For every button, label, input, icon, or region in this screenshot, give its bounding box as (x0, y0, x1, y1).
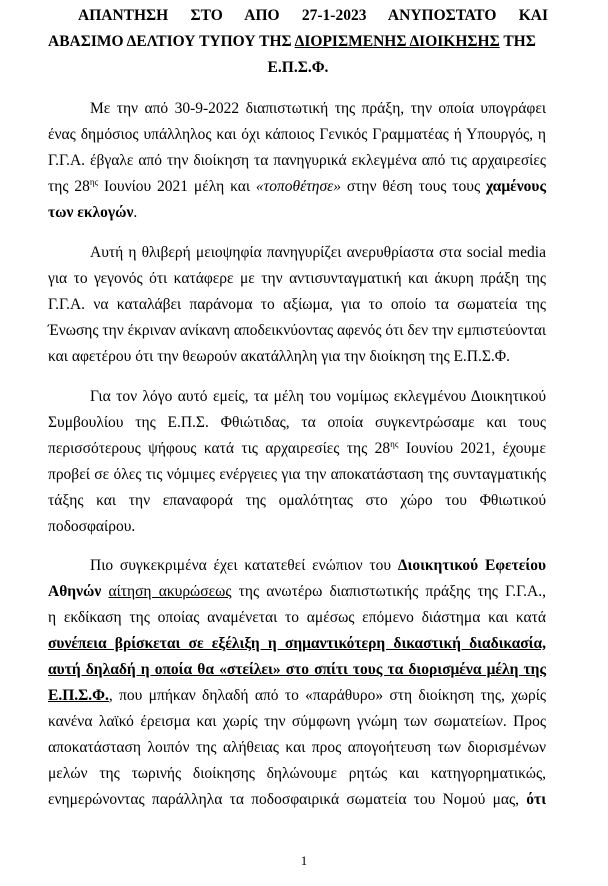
text-line: Συμβουλίου της Ε.Π.Σ. Φθιώτιδας, τα οποία συγκεντρώσαμε και τους (48, 414, 546, 431)
text-line: μελών της τωρινής διοίκησης δηλώνουμε ρητώς και κατηγορηματικώς, (48, 765, 546, 782)
text-line: η εκδίκαση της οποίας αναμένεται το αμέσως επόμενο διάστημα και κατά (48, 609, 546, 626)
bold-underlined-text: συνέπεια βρίσκεται σε εξέλιξη η σημαντικότερη δικαστική διαδικασία, (48, 635, 546, 652)
text-line: και αφετέρου ότι την θεωρούν ακατάλληλη για την διοίκηση της Ε.Π.Σ.Φ. (48, 348, 510, 365)
text-line: Πιο συγκεκριμένα έχει κατατεθεί ενώπιον του Διοικητικού Εφετείου (90, 557, 546, 574)
text-line (48, 631, 546, 657)
paragraph-2 (48, 240, 546, 370)
text-line: για το γεγονός ότι κατάφερε με την αντισυνταγματική και άκυρη πράξη της (48, 270, 546, 287)
paragraph-4 (48, 553, 546, 813)
bold-text: των εκλογών (48, 204, 134, 221)
text-line: Γ.Γ.Α. να καταλάβει παράνομα το αξίωμα, για το οποίο τα σωματεία της (48, 296, 546, 313)
italic-text: «τοποθέτησε» (255, 178, 341, 195)
text-line: περισσότερους ψήφους κατά τις αρχαιρεσίες της $28^{\eta\varsigma}$ Ιουνίου 2021, έχουμε (48, 438, 546, 457)
text-line: τάξης και την επαναφορά της ομαλότητας στο χώρο του Φθιωτικού (48, 492, 546, 509)
bold-text: ότι (526, 791, 546, 808)
bold-underlined-text: αυτή δηλαδή η οποία θα «στείλει» στο σπίτι τους τα διορισμένα μέλη της (48, 661, 546, 678)
text-line: Αυτή η θλιβερή μειοψηφία πανηγυρίζει ανερυθρίαστα στα social media (90, 244, 546, 261)
text-line: Αθηνών αίτηση ακυρώσεως της ανωτέρω διαπιστωτικής πράξης της Γ.Γ.Α., (48, 583, 546, 600)
text-line: Ένωσης την έκριναν ανίκανη αποδεικνύοντας αφενός ότι δεν την εμπιστεύονται (48, 322, 546, 339)
text-line: κανένα λαϊκό έρεισμα και χωρίς την σύμφωνη γνώμη των σωματείων. Προς (48, 713, 546, 730)
title-underlined-text: ΔΙΟΡΙΣΜΕΝΗΣ ΔΙΟΙΚΗΣΗΣ (294, 33, 500, 50)
text-line: της $28^{\eta\varsigma}$ Ιουνίου 2021 μέλη και «τοποθέτησε» στην θέση τους τους χαμένους (48, 176, 546, 195)
paragraph-3 (48, 384, 546, 540)
text-line: Για τον λόγο αυτό εμείς, τα μέλη του νομίμως εκλεγμένου Διοικητικού (90, 388, 546, 405)
paragraph-1 (48, 96, 546, 226)
text-line: Ε.Π.Σ.Φ., που μπήκαν δηλαδή από το «παράθυρο» στη διοίκηση της, χωρίς (48, 687, 546, 704)
page-number: 1 (300, 853, 308, 868)
text-line: των εκλογών. (48, 204, 138, 221)
title-text: ΑΒΑΣΙΜΟ ΔΕΛΤΙΟΥ ΤΥΠΟΥ ΤΗΣ (48, 33, 295, 50)
text-line: ποδοσφαίρου. (48, 518, 136, 535)
bold-text: Αθηνών (48, 583, 102, 600)
text-line: προβεί σε όλες τις νόμιμες ενέργειες για την αποκατάσταση της συνταγματικής (48, 466, 546, 483)
text-line: Γ.Γ.Α. έβγαλε από την διοίκηση τα πανηγυρικά εκλεγμένα από τις αρχαιρεσίες (48, 152, 546, 169)
text-line (48, 657, 546, 683)
text-line: Με την από 30-9-2022 διαπιστωτική της πράξη, την οποία υπογράφει (90, 100, 546, 117)
text-line: ενημερώνοντας παράλληλα τα ποδοσφαιρικά σωματεία του Νομού μας, ότι (48, 791, 546, 808)
bold-text: χαμένους (485, 178, 546, 195)
text-line: ένας δημόσιος υπάλληλος και όχι κάποιος Γενικός Γραμματέας ή Υπουργός, η (48, 126, 546, 143)
title-text: ΤΗΣ (499, 33, 536, 50)
document-title-line-2 (48, 29, 548, 55)
bold-text: Διοικητικού Εφετείου (397, 557, 546, 574)
document-title-line-1: ΑΠΑΝΤΗΣΗ ΣΤΟ ΑΠΟ 27-1-2023 ΑΝΥΠΟΣΤΑΤΟ ΚΑΙ (78, 7, 548, 24)
text-line: αποκατάσταση λοιπόν της αλήθειας και προς απογοήτευση των διορισμένων (48, 739, 546, 756)
bold-underlined-text: Ε.Π.Σ.Φ. (48, 687, 109, 704)
underlined-text: αίτηση ακυρώσεως (108, 583, 232, 600)
document-title-line-3: Ε.Π.Σ.Φ. (267, 59, 329, 76)
